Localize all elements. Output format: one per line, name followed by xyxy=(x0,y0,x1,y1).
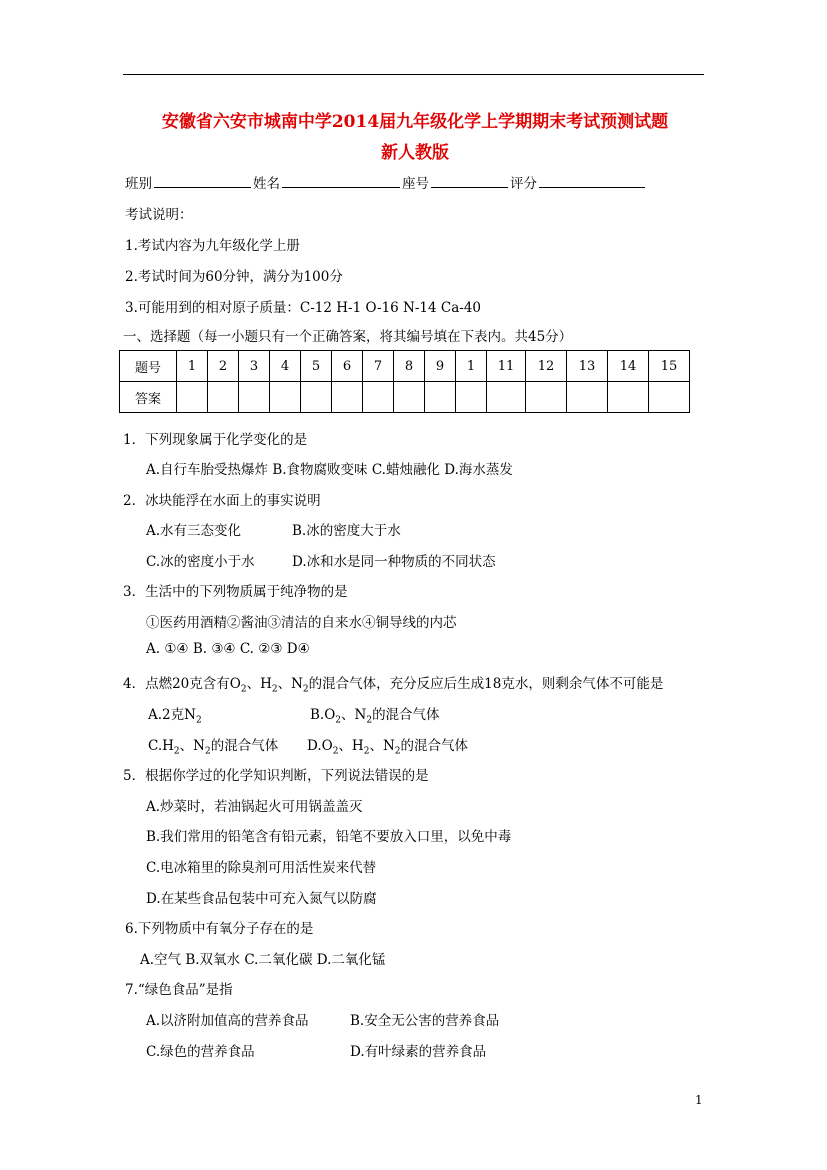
answer-cell[interactable] xyxy=(332,382,363,413)
instruction-item: 1.考试内容为九年级化学上册 xyxy=(125,238,300,254)
question-number-cell: 12 xyxy=(526,351,567,382)
question-number-cell: 7 xyxy=(363,351,394,382)
question-4-stem xyxy=(123,672,663,695)
answer-cell[interactable] xyxy=(208,382,239,413)
question-number-cell: 4 xyxy=(270,351,301,382)
question-7-option-b: B.安全无公害的营养食品 xyxy=(350,1013,500,1029)
question-4-option-d xyxy=(307,734,468,757)
answer-cell[interactable] xyxy=(425,382,456,413)
question-7-stem: 7.“绿色食品”是指 xyxy=(125,982,233,998)
answer-cell[interactable] xyxy=(608,382,649,413)
seat-label: 座号 xyxy=(402,176,429,192)
question-number-cell: 2 xyxy=(208,351,239,382)
page-number: 1 xyxy=(695,1093,703,1107)
question-2-option-b: B.冰的密度大于水 xyxy=(292,523,401,539)
question-2-stem: 2．冰块能浮在水面上的事实说明 xyxy=(123,493,321,509)
answer-cell[interactable] xyxy=(301,382,332,413)
question-7-option-d: D.有叶绿素的营养食品 xyxy=(350,1044,487,1060)
answer-cell[interactable] xyxy=(270,382,301,413)
question-3-items: ①医药用酒精②酱油③清洁的自来水④铜导线的内芯 xyxy=(146,615,457,631)
subscript: 2 xyxy=(363,746,370,757)
student-info-line xyxy=(125,172,647,192)
question-7-option-a: A.以济附加值高的营养食品 xyxy=(146,1013,309,1029)
answer-cell[interactable] xyxy=(649,382,690,413)
option-text: 、N xyxy=(369,738,395,754)
subscript: 2 xyxy=(271,684,278,695)
class-blank[interactable] xyxy=(154,173,251,188)
question-1-stem: 1．下列现象属于化学变化的是 xyxy=(123,432,308,448)
question-2-option-d: D.冰和水是同一种物质的不同状态 xyxy=(292,554,496,570)
subscript: 2 xyxy=(173,746,180,757)
question-5-option-b: B.我们常用的铅笔含有铅元素，铅笔不要放入口里，以免中毒 xyxy=(146,829,512,845)
question-2-option-a: A.水有三态变化 xyxy=(146,523,242,539)
answer-table xyxy=(119,350,690,413)
question-4-stem-text: 、H xyxy=(246,676,272,692)
option-text: B.O xyxy=(310,707,336,723)
question-number-cell: 1 xyxy=(456,351,487,382)
question-4-option-a xyxy=(148,703,202,726)
answer-cell[interactable] xyxy=(526,382,567,413)
document-title: 安徽省六安市城南中学2014届九年级化学上学期期末考试预测试题 xyxy=(161,112,669,132)
question-4-stem-text: 4．点燃20克含有O xyxy=(123,676,241,692)
option-text: 、N xyxy=(179,738,205,754)
question-6-options: A.空气 B.双氧水 C.二氧化碳 D.二氧化锰 xyxy=(140,952,386,968)
option-text: C.H xyxy=(148,738,174,754)
question-number-cell: 3 xyxy=(239,351,270,382)
option-text: A.2克N xyxy=(148,707,196,723)
question-7-option-c: C.绿色的营养食品 xyxy=(146,1044,255,1060)
option-text: 、N xyxy=(341,707,367,723)
question-number-cell: 6 xyxy=(332,351,363,382)
question-3-stem: 3．生活中的下列物质属于纯净物的是 xyxy=(123,584,348,600)
option-text: D.O xyxy=(307,738,333,754)
header-rule xyxy=(123,74,704,75)
question-5-option-c: C.电冰箱里的除臭剂可用活性炭来代替 xyxy=(146,860,377,876)
name-blank[interactable] xyxy=(282,173,400,188)
instructions-heading: 考试说明： xyxy=(125,207,193,223)
question-number-cell: 15 xyxy=(649,351,690,382)
answer-cell[interactable] xyxy=(567,382,608,413)
subscript: 2 xyxy=(240,684,247,695)
seat-blank[interactable] xyxy=(431,173,508,188)
answer-cell[interactable] xyxy=(487,382,526,413)
subscript: 2 xyxy=(195,715,202,726)
name-label: 姓名 xyxy=(253,176,280,192)
question-5-option-d: D.在某些食品包装中可充入氮气以防腐 xyxy=(146,891,377,907)
question-5-option-a: A.炒菜时，若油锅起火可用锅盖盖灭 xyxy=(146,799,363,815)
answer-cell[interactable] xyxy=(363,382,394,413)
document-subtitle: 新人教版 xyxy=(381,143,449,163)
table-row xyxy=(120,382,690,413)
answer-cell[interactable] xyxy=(456,382,487,413)
option-text: 的混合气体 xyxy=(210,738,279,754)
question-number-cell: 13 xyxy=(567,351,608,382)
question-number-cell: 14 xyxy=(608,351,649,382)
table-row xyxy=(120,351,690,382)
question-5-stem: 5．根据你学过的化学知识判断，下列说法错误的是 xyxy=(123,768,429,784)
instruction-item: 2.考试时间为60分钟，满分为100分 xyxy=(125,269,343,285)
subscript: 2 xyxy=(335,715,342,726)
instruction-item: 3.可能用到的相对原子质量：C-12 H-1 O-16 N-14 Ca-40 xyxy=(125,300,482,316)
answer-cell[interactable] xyxy=(394,382,425,413)
question-number-cell: 5 xyxy=(301,351,332,382)
score-blank[interactable] xyxy=(539,173,645,188)
answer-header: 答案 xyxy=(120,382,177,413)
score-label: 评分 xyxy=(510,176,537,192)
question-4-stem-text: 的混合气体，充分反应后生成18克水，则剩余气体不可能是 xyxy=(308,676,664,692)
question-1-options: A.自行车胎受热爆炸 B.食物腐败变味 C.蜡烛融化 D.海水蒸发 xyxy=(146,462,513,478)
option-text: 、H xyxy=(338,738,364,754)
class-label: 班别 xyxy=(125,176,152,192)
option-text: 的混合气体 xyxy=(372,707,440,723)
answer-cell[interactable] xyxy=(177,382,208,413)
question-number-cell: 9 xyxy=(425,351,456,382)
subscript: 2 xyxy=(302,684,309,695)
question-3-options: A. ①④ B. ③④ C. ②③ D④ xyxy=(146,641,310,657)
option-text: 的混合气体 xyxy=(400,738,468,754)
section-heading: 一、选择题（每一小题只有一个正确答案，将其编号填在下表内。共45分） xyxy=(123,329,573,345)
subscript: 2 xyxy=(394,746,401,757)
question-number-header: 题号 xyxy=(120,351,177,382)
question-2-option-c: C.冰的密度小于水 xyxy=(146,554,255,570)
question-number-cell: 1 xyxy=(177,351,208,382)
subscript: 2 xyxy=(366,715,373,726)
subscript: 2 xyxy=(204,746,211,757)
question-4-option-c xyxy=(148,734,278,757)
subscript: 2 xyxy=(332,746,339,757)
question-4-stem-text: 、N xyxy=(277,676,303,692)
question-number-cell: 11 xyxy=(487,351,526,382)
question-4-option-b xyxy=(310,703,440,726)
answer-cell[interactable] xyxy=(239,382,270,413)
question-number-cell: 8 xyxy=(394,351,425,382)
question-6-stem: 6.下列物质中有氧分子存在的是 xyxy=(125,921,314,937)
